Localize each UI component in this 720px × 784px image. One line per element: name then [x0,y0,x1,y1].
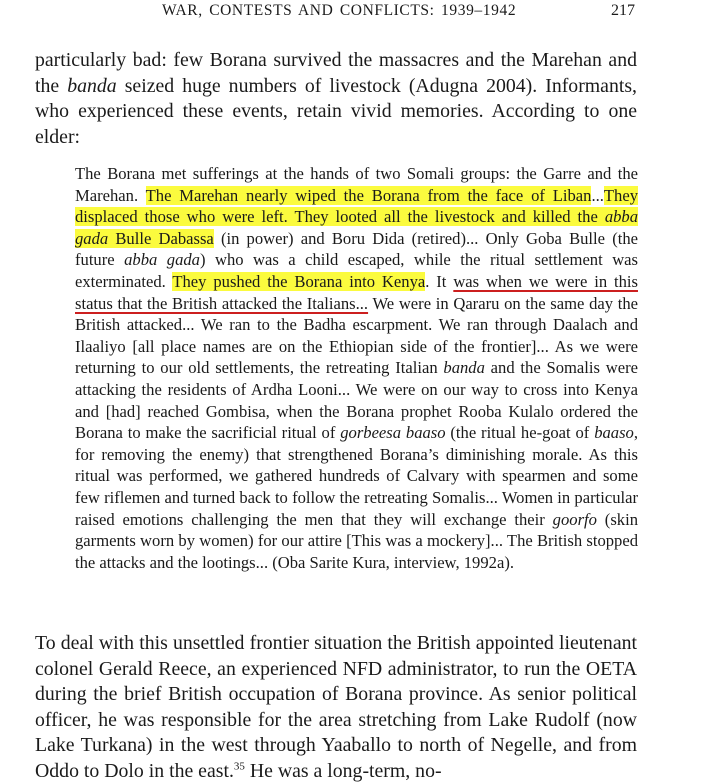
quote-text: ... [591,185,604,205]
italic-term: baaso [594,423,634,443]
italic-term: goorfo [552,509,597,529]
body-paragraph-2 [35,631,637,784]
quote-text: and the Somalis were attacking the residents of Ardha Looni... We were on our way to cross into Kenya and [had] reached Gombisa, when the Borana prophet Rooba Kulalo ordered the Borana to make the sacrificial ritual of [75,358,638,443]
running-head: WAR, CONTESTS AND CONFLICTS: 1939–1942 [162,2,517,19]
highlighted-text-part: Bulle Dabassa [108,228,214,248]
body-paragraph-1 [35,48,637,150]
page-header [0,2,720,26]
page-number: 217 [611,2,635,19]
paragraph-text: seized huge numbers of livestock (Adugna 2004). Informants, who experienced these events, retain vivid memories. According to one elder: [35,74,637,148]
quote-text: The Borana met sufferings at the hands of two Somali groups: the Garre and the Marehan. [75,164,638,205]
quote-text: , for removing the enemy) that strengthened Borana’s diminishing morale. As this ritual was performed, we gathered hundreds of Calvary with spearmen and some few riflemen and turned back to follow the retreating Somalis... Women in particular raised emotions challenging the men that they will exchange their [75,423,638,529]
paragraph-text: He was a long-term, no- [244,759,442,782]
italic-term: gorbeesa baaso [340,423,446,443]
highlighted-text: The Marehan nearly wiped the Borana from the face of Liban [145,185,592,205]
underlined-text: was when we were in this status that the British attacked the Italians... [75,271,638,313]
italic-term: banda [443,358,485,378]
block-quote [75,163,638,573]
quote-text: . It [425,271,454,291]
quote-text: (in power) and Boru Dida (retired)... Only Goba Bulle (the future [75,228,638,270]
highlighted-text-part: They displaced those who were left. They looted all the livestock and killed the [75,185,638,227]
italic-term: abba gada [124,250,200,270]
italic-term: banda [67,74,117,97]
quote-text: (the ritual he-goat of [445,423,595,443]
highlighted-text: They pushed the Borana into Kenya [172,271,426,291]
paragraph-text: particularly bad: few Borana survived the massacres and the Marehan and the [35,49,637,97]
quote-text: We were in Qararu on the same day the British attacked... We ran to the Badha escarpment. We ran through Daalach and Ilaaliyo [all place names are on the Ethiopian side of the frontier]... As we were returning to our old settlements, the retreating Italian [75,293,638,378]
footnote-marker[interactable]: 35 [233,759,245,772]
quote-text: ) who was a child escaped, while the ritual settlement was exterminated. [75,250,638,291]
paragraph-text: To deal with this unsettled frontier situation the British appointed lieutenant colonel Gerald Reece, an experienced NFD administrator, to run the OETA during the brief British occupation of Borana province. As senior political officer, he was responsible for the area stretching from Lake Rudolf (now Lake Turkana) in the west through Yaaballo to north of Negelle, and from Oddo to Dolo in the east. [35,632,637,782]
italic-term: abba gada [75,207,638,248]
quote-text: (skin garments worn by women) for our attire [This was a mockery]... The British stopped the attacks and the lootings... (Oba Sarite Kura, interview, 1992a). [75,509,638,572]
